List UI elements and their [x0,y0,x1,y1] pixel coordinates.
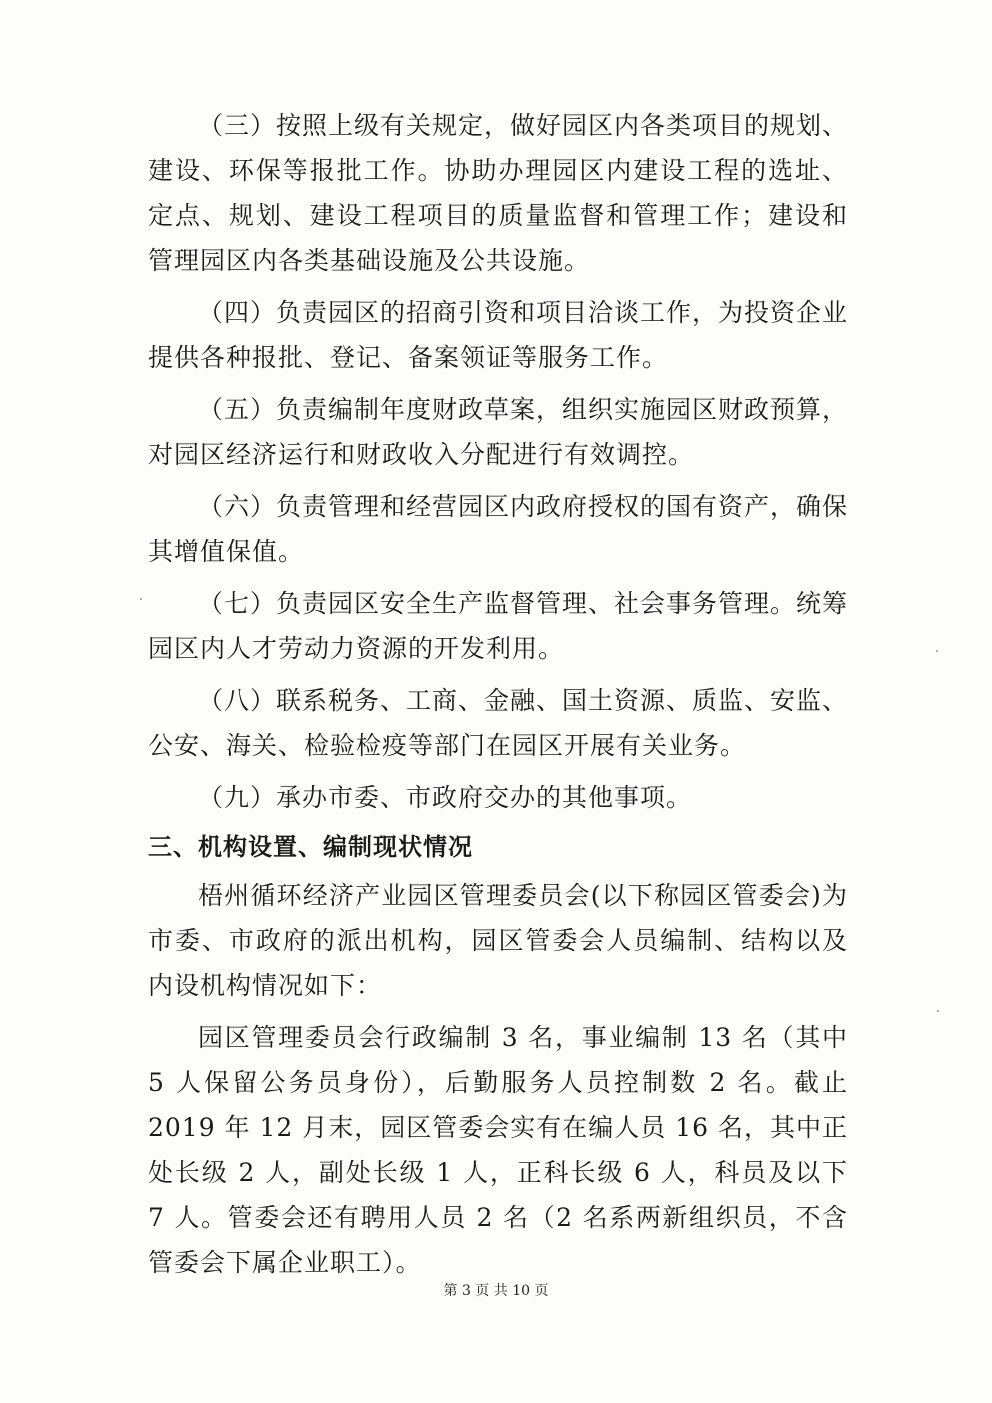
section-heading: 三、机构设置、编制现状情况 [148,833,473,861]
scan-speck [937,1010,939,1012]
paragraph-item-5: （五）负责编制年度财政草案，组织实施园区财政预算，对园区经济运行和财政收入分配进行有效调控。 [148,395,849,469]
paragraph-item-7: （七）负责园区安全生产监督管理、社会事务管理。统筹园区内人才劳动力资源的开发利用。 [148,589,849,663]
section-paragraph-staffing: 园区管理委员会行政编制 3 名，事业编制 13 名（其中 5 人保留公务员身份），后勤服务人员控制数 2 名。截止 2019 年 12 月末，园区管委会实有在编人员 16 名，其中正处长级 2 人，副处长级 1 人，正科长级 6 人，科员及以下 7 人。管委会还有聘用人员 2 名（2 名系两新组织员，不含管委会下属企业职工）。 [148,1023,848,1277]
paragraph-item-9: （九）承办市委、市政府交办的其他事项。 [198,783,693,812]
page-number-footer: 第 3 页 共 10 页 [443,1283,549,1299]
paragraph-item-4: （四）负责园区的招商引资和项目洽谈工作，为投资企业提供各种报批、登记、备案领证等服务工作。 [148,298,849,372]
paragraph-item-3: （三）按照上级有关规定，做好园区内各类项目的规划、建设、环保等报批工作。协助办理园区内建设工程的选址、定点、规划、建设工程项目的质量监督和管理工作；建设和管理园区内各类基础设施及公共设施。 [148,111,849,275]
section-paragraph-organization: 梧州循环经济产业园区管理委员会(以下称园区管委会)为市委、市政府的派出机构，园区管委会人员编制、结构以及内设机构情况如下： [148,881,848,1000]
paragraph-item-6: （六）负责管理和经营园区内政府授权的国有资产，确保其增值保值。 [148,492,849,566]
paragraph-item-8: （八）联系税务、工商、金融、国土资源、质监、安监、公安、海关、检验检疫等部门在园区开展有关业务。 [148,686,849,760]
scan-speck [140,598,142,600]
document-body [148,103,848,1292]
scan-speck [936,650,938,652]
